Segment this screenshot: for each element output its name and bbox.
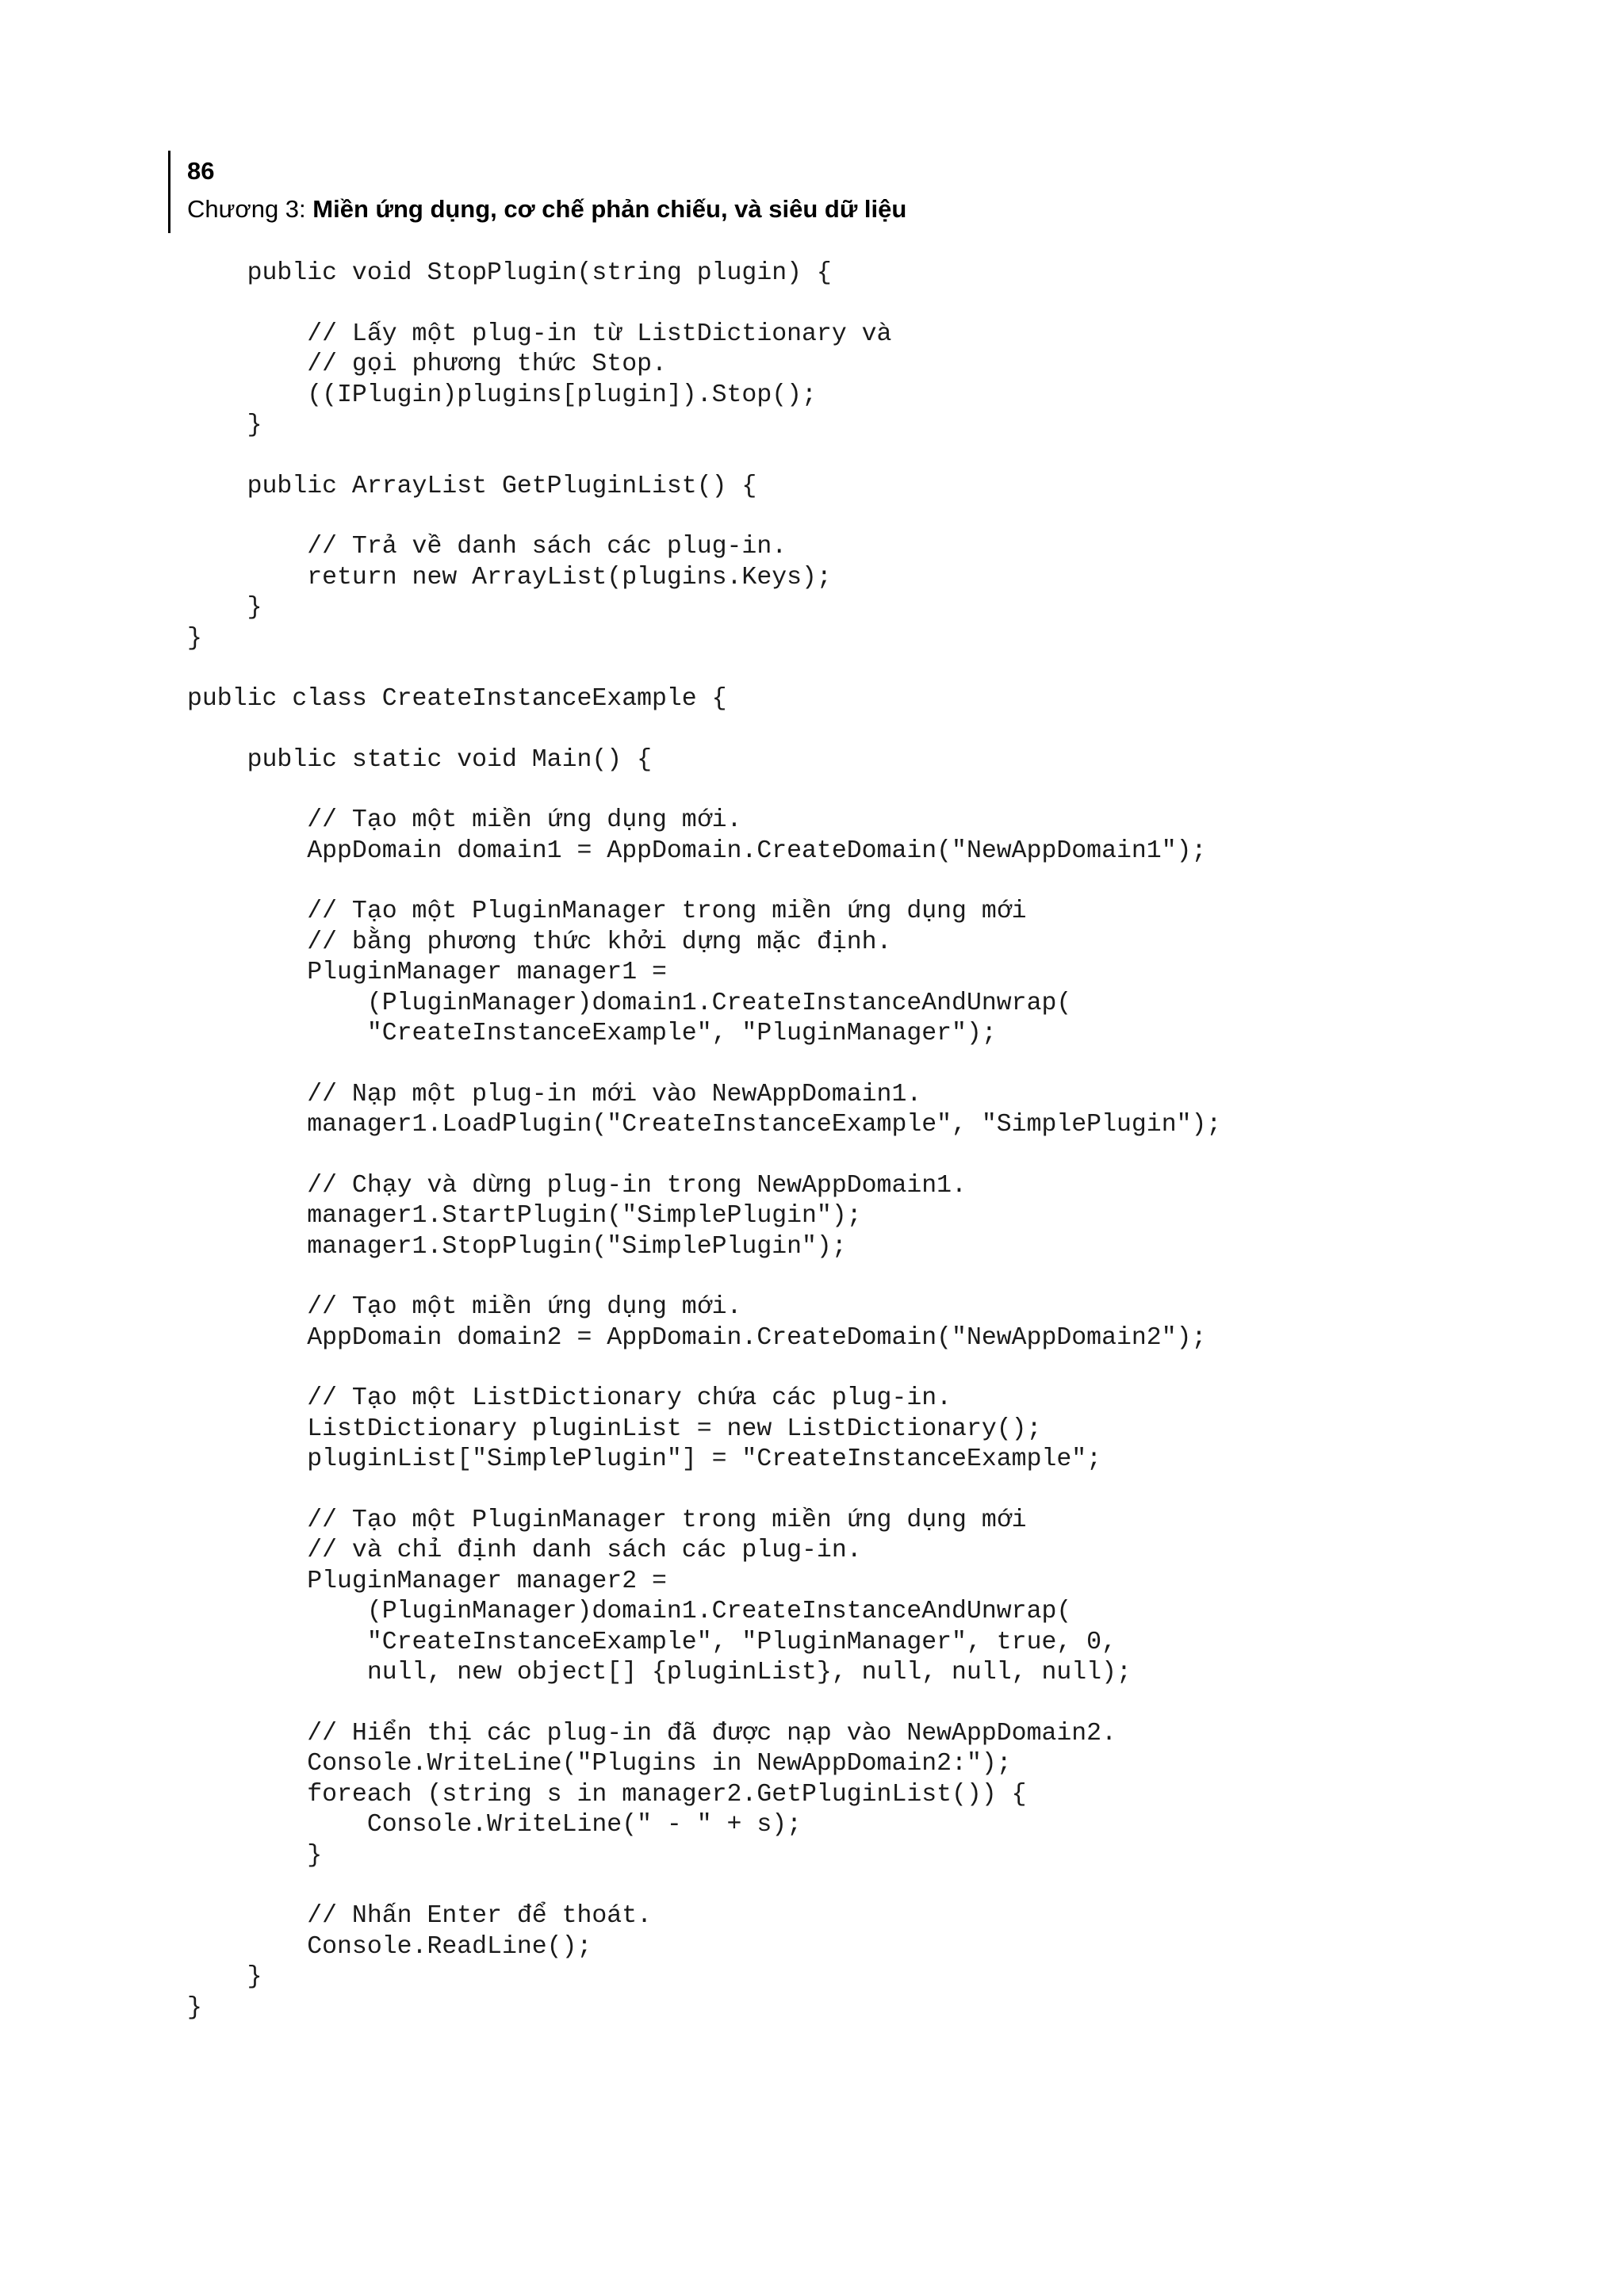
chapter-heading bbox=[187, 193, 906, 225]
code-line: manager1.StopPlugin("SimplePlugin"); bbox=[187, 1232, 847, 1261]
code-line: } bbox=[187, 624, 202, 653]
code-line bbox=[187, 654, 1221, 684]
code-line: AppDomain domain2 = AppDomain.CreateDomain("NewAppDomain2"); bbox=[187, 1323, 1207, 1352]
code-line: // Tạo một miền ứng dụng mới. bbox=[187, 1293, 742, 1321]
code-line bbox=[187, 442, 1221, 472]
code-line: Console.ReadLine(); bbox=[187, 1932, 592, 1961]
code-line: pluginList["SimplePlugin"] = "CreateInstanceExample"; bbox=[187, 1445, 1102, 1473]
code-line: public void StopPlugin(string plugin) { bbox=[187, 259, 832, 287]
code-line: public class CreateInstanceExample { bbox=[187, 685, 727, 713]
code-line: // và chỉ định danh sách các plug-in. bbox=[187, 1537, 862, 1564]
code-line: PluginManager manager1 = bbox=[187, 959, 667, 986]
code-line: (PluginManager)domain1.CreateInstanceAndUnwrap( bbox=[187, 989, 1072, 1017]
code-line bbox=[187, 1871, 1221, 1901]
chapter-title: Miền ứng dụng, cơ chế phản chiếu, và siêu dữ liệu bbox=[312, 195, 907, 223]
code-line: // Tạo một miền ứng dụng mới. bbox=[187, 806, 742, 834]
code-line: Console.WriteLine(" - " + s); bbox=[187, 1811, 802, 1839]
code-line bbox=[187, 715, 1221, 745]
code-line bbox=[187, 867, 1221, 897]
code-line: return new ArrayList(plugins.Keys); bbox=[187, 563, 832, 591]
code-line: } bbox=[187, 1841, 323, 1870]
code-line: // Chạy và dừng plug-in trong NewAppDomain1. bbox=[187, 1171, 967, 1200]
code-line: // gọi phương thức Stop. bbox=[187, 350, 667, 378]
code-line bbox=[187, 1050, 1221, 1080]
code-line bbox=[187, 1689, 1221, 1719]
code-line: null, new object[] {pluginList}, null, null, null); bbox=[187, 1659, 1132, 1686]
code-line: // Nạp một plug-in mới vào NewAppDomain1. bbox=[187, 1080, 922, 1108]
code-line: public ArrayList GetPluginList() { bbox=[187, 472, 757, 500]
code-line: Console.WriteLine("Plugins in NewAppDomain2:"); bbox=[187, 1750, 1012, 1778]
code-line bbox=[187, 1141, 1221, 1171]
code-line bbox=[187, 1262, 1221, 1292]
code-line: } bbox=[187, 412, 262, 439]
code-line: manager1.LoadPlugin("CreateInstanceExample", "SimplePlugin"); bbox=[187, 1111, 1222, 1139]
code-line: foreach (string s in manager2.GetPluginList()) { bbox=[187, 1780, 1027, 1809]
code-line: ((IPlugin)plugins[plugin]).Stop(); bbox=[187, 381, 817, 409]
code-listing bbox=[187, 258, 1221, 2023]
chapter-label: Chương 3: bbox=[187, 195, 313, 223]
code-line: // Lấy một plug-in từ ListDictionary và bbox=[187, 320, 892, 348]
header-vertical-rule bbox=[168, 151, 170, 233]
code-line: } bbox=[187, 1963, 262, 1991]
code-line: } bbox=[187, 1993, 202, 2022]
code-line: ListDictionary pluginList = new ListDictionary(); bbox=[187, 1414, 1042, 1443]
code-line: // Tạo một PluginManager trong miền ứng dụng mới bbox=[187, 1506, 1027, 1534]
code-line: AppDomain domain1 = AppDomain.CreateDomain("NewAppDomain1"); bbox=[187, 836, 1207, 865]
code-line: // Hiển thị các plug-in đã được nạp vào NewAppDomain2. bbox=[187, 1719, 1116, 1748]
code-line bbox=[187, 1353, 1221, 1384]
code-line: public static void Main() { bbox=[187, 745, 652, 774]
code-line bbox=[187, 502, 1221, 532]
code-line bbox=[187, 1476, 1221, 1506]
code-line: // Tạo một PluginManager trong miền ứng dụng mới bbox=[187, 898, 1027, 925]
code-line: "CreateInstanceExample", "PluginManager"); bbox=[187, 1020, 997, 1047]
code-line: } bbox=[187, 594, 262, 622]
code-line bbox=[187, 775, 1221, 806]
code-line: // Tạo một ListDictionary chứa các plug-in. bbox=[187, 1384, 952, 1412]
code-line: "CreateInstanceExample", "PluginManager", true, 0, bbox=[187, 1628, 1116, 1656]
code-line: manager1.StartPlugin("SimplePlugin"); bbox=[187, 1202, 862, 1230]
code-line: (PluginManager)domain1.CreateInstanceAndUnwrap( bbox=[187, 1598, 1072, 1625]
code-line: // bằng phương thức khởi dựng mặc định. bbox=[187, 928, 892, 956]
code-line: // Trả về danh sách các plug-in. bbox=[187, 533, 787, 561]
code-line: // Nhấn Enter để thoát. bbox=[187, 1902, 652, 1930]
code-line: PluginManager manager2 = bbox=[187, 1567, 667, 1595]
page-number: 86 bbox=[187, 157, 215, 185]
code-line bbox=[187, 289, 1221, 320]
